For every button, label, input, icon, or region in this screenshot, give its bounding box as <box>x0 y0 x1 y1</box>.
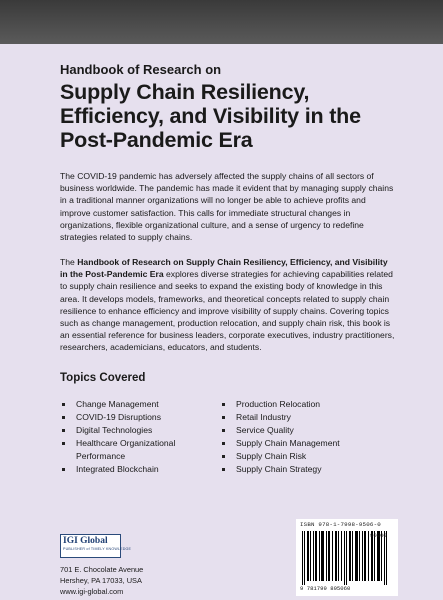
topics-list-right <box>220 398 370 476</box>
handbook-kicker: Handbook of Research on <box>60 62 222 77</box>
list-item: Service Quality <box>220 424 370 437</box>
price-code: 90000 <box>370 532 387 539</box>
barcode-number: 9 781799 895060 <box>300 585 351 592</box>
list-item: Integrated Blockchain <box>60 463 210 476</box>
address-line: Hershey, PA 17033, USA <box>60 576 142 585</box>
address-line: www.igi-global.com <box>60 587 124 596</box>
barcode-bars <box>302 531 392 585</box>
list-item: Production Relocation <box>220 398 370 411</box>
list-item: COVID-19 Disruptions <box>60 411 210 424</box>
title-line: Post-Pandemic Era <box>60 128 253 152</box>
list-item: Healthcare Organizational Performance <box>60 437 210 463</box>
title-line: Supply Chain Resiliency, <box>60 80 310 104</box>
title-line: Efficiency, and Visibility in the <box>60 104 361 128</box>
topics-list-left <box>60 398 210 476</box>
topics-heading: Topics Covered <box>60 372 146 384</box>
address-line: 701 E. Chocolate Avenue <box>60 565 144 574</box>
isbn-text: ISBN 978-1-7998-9506-0 <box>300 521 381 528</box>
publisher-logo <box>60 534 132 558</box>
list-item: Change Management <box>60 398 210 411</box>
para2-prefix: The <box>60 257 78 267</box>
list-item: Digital Technologies <box>60 424 210 437</box>
logo-tagline: PUBLISHER of TIMELY KNOWLEDGE <box>63 547 132 551</box>
isbn-barcode <box>296 519 398 596</box>
para2-book-title: Handbook of Research on Supply Chain Resiliency, Efficiency, and Visibility in the Post-Pandemic Era <box>60 257 388 280</box>
top-band <box>0 0 443 44</box>
para2-body: explores diverse strategies for achieving capabilities related to supply chain resilience and seeks to expand the existing body of knowledge in this area. It develops models, frameworks, and theoretical concepts related to supply chain resilience to enhance efficiency and improve visibility of supply chains. Covering topics such as change management, production relocation, and supply chain risk, this book is an essential reference for business leaders, corporate executives, industry practitioners, researchers, academicians, educators, and students. <box>60 269 395 353</box>
list-item: Supply Chain Risk <box>220 450 370 463</box>
description-paragraph-1: The COVID-19 pandemic has adversely affected the supply chains of all sectors of business worldwide. The pandemic has made it evident that by managing supply chains in a traditional manner organizations will no longer be able to achieve profits and improve customer satisfaction. This calls for immediate structural changes in organizations, flexible organizational culture, and a sense of urgency to redefine strategies related to supply chains. <box>60 171 394 243</box>
list-item: Supply Chain Strategy <box>220 463 370 476</box>
book-header <box>60 62 396 152</box>
book-title <box>60 80 396 152</box>
publisher-address <box>60 564 143 597</box>
list-item: Supply Chain Management <box>220 437 370 450</box>
description-paragraph-2 <box>60 256 396 354</box>
list-item: Retail Industry <box>220 411 370 424</box>
logo-name: IGI Global <box>63 536 108 546</box>
